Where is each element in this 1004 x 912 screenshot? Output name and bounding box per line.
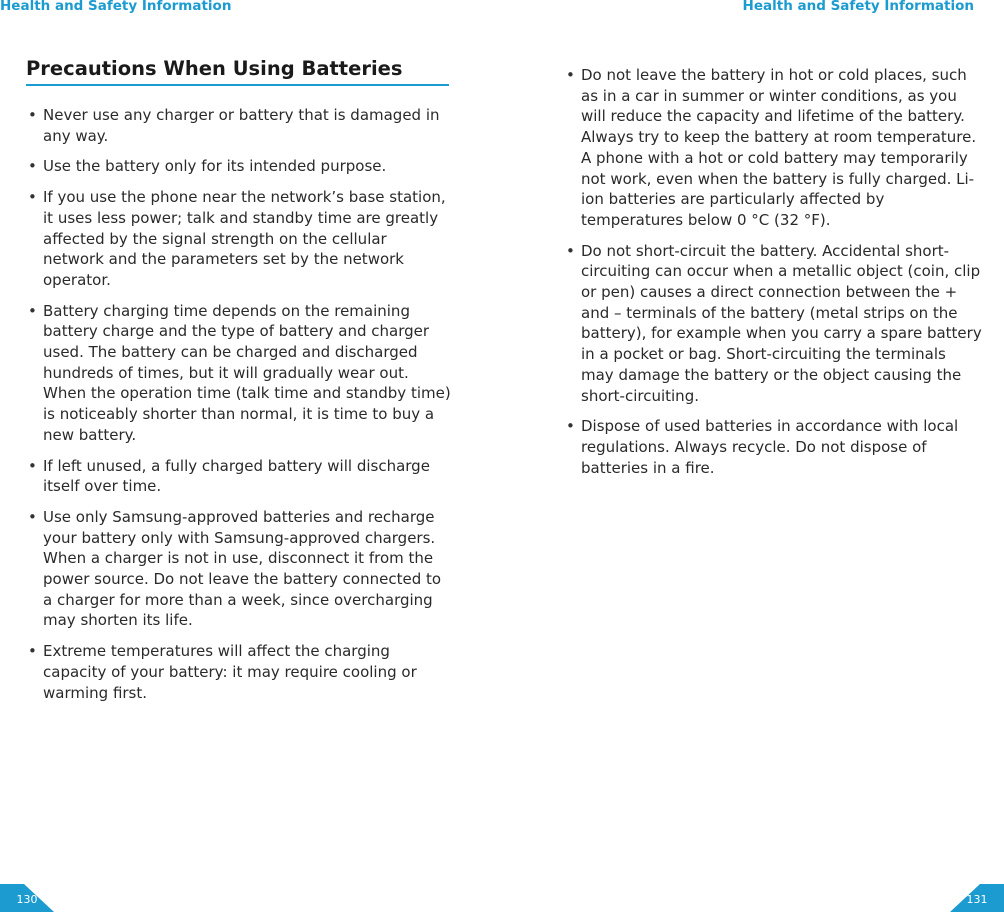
bullet-icon: • — [28, 507, 37, 526]
page-number-badge — [950, 882, 1004, 912]
bullet-icon: • — [28, 642, 37, 661]
section-title: Precautions When Using Batteries — [26, 57, 449, 86]
list-item-text: Use only Samsung-approved batteries and recharge your battery only with Samsung-approved chargers. When a charger is not in use, disconnect it from the power source. Do not leave the battery connected to a charger for more than a week, since overcharging may shorten its life. — [43, 507, 442, 630]
list-item — [564, 416, 982, 478]
list-item-text: Do not leave the battery in hot or cold places, such as in a car in summer or winter conditions, as you will reduce the capacity and lifetime of the battery. Always try to keep the battery at room temperature. A phone with a hot or cold battery may temporarily not work, even when the battery is fully charged. Li-ion batteries are particularly affected by temperatures below 0 °C (32 °F). — [581, 66, 977, 229]
list-item — [26, 507, 451, 631]
list-item-text: If you use the phone near the network’s base station, it uses less power; talk and standby time are greatly affected by the signal strength on the cellular network and the parameters set by the network operator. — [43, 188, 446, 289]
page-number: 130 — [16, 893, 38, 906]
bullet-icon: • — [28, 106, 37, 124]
bullet-icon: • — [28, 157, 37, 176]
list-item — [26, 301, 451, 446]
list-item — [26, 156, 451, 177]
list-item-text: Do not short-circuit the battery. Accidental short-circuiting can occur when a metallic object (coin, clip or pen) causes a direct connection between the + and – terminals of the battery (metal strips on the battery), for example when you carry a spare battery in a pocket or bag. Short-circuiting the terminals may damage the battery or the object causing the short-circuiting. — [581, 241, 982, 405]
bullet-list — [564, 65, 982, 488]
list-item — [26, 187, 451, 291]
bullet-icon: • — [566, 66, 575, 84]
list-item — [564, 241, 982, 407]
bullet-icon: • — [566, 417, 575, 436]
page-number: 131 — [966, 893, 988, 906]
list-item-text: Never use any charger or battery that is damaged in any way. — [43, 106, 440, 145]
list-item-text: Use the battery only for its intended purpose. — [43, 157, 387, 176]
bullet-icon: • — [566, 241, 575, 260]
right-page — [502, 0, 1004, 912]
page-number-badge — [0, 882, 54, 912]
list-item — [26, 456, 451, 497]
list-item-text: If left unused, a fully charged battery will discharge itself over time. — [43, 456, 430, 496]
list-item-text: Battery charging time depends on the remaining battery charge and the type of battery and charger used. The battery can be charged and discharged hundreds of times, but it will gradually wear out. When the operation time (talk time and standby time) is noticeably shorter than normal, it is time to buy a new battery. — [43, 301, 451, 444]
bullet-icon: • — [28, 188, 37, 207]
running-header: Health and Safety Information — [0, 0, 232, 14]
bullet-icon: • — [28, 301, 37, 320]
bullet-icon: • — [28, 456, 37, 475]
list-item — [26, 641, 451, 703]
running-header: Health and Safety Information — [742, 0, 974, 14]
list-item-text: Dispose of used batteries in accordance with local regulations. Always recycle. Do not dispose of batteries in a fire. — [581, 417, 959, 477]
list-item — [26, 105, 451, 146]
bullet-list — [26, 105, 451, 713]
list-item — [564, 65, 982, 231]
list-item-text: Extreme temperatures will affect the charging capacity of your battery: it may require cooling or warming first. — [43, 642, 417, 702]
